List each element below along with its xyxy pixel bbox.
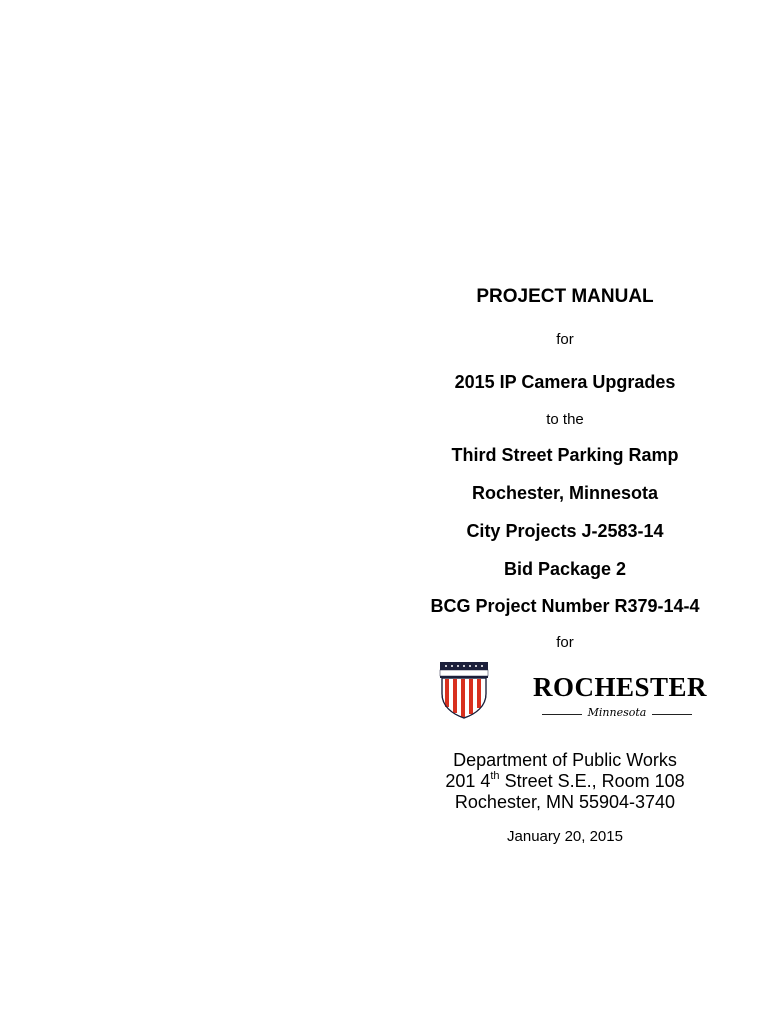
street-address (400, 771, 730, 792)
minnesota-script-text: Minnesota (587, 706, 647, 719)
document-title: PROJECT MANUAL (476, 286, 654, 307)
document-date: January 20, 2015 (507, 828, 623, 845)
rochester-wordmark: ROCHESTER (533, 672, 708, 702)
street-number: 201 4 (445, 771, 491, 791)
city-projects: City Projects J-2583-14 (466, 521, 664, 541)
all-america-city-shield-logo (438, 660, 490, 720)
facility-name: Third Street Parking Ramp (451, 445, 679, 465)
for-text-1: for (556, 331, 574, 348)
department-name: Department of Public Works (453, 750, 677, 770)
project-name: 2015 IP Camera Upgrades (454, 372, 676, 392)
bcg-project-number: BCG Project Number R379-14-4 (430, 596, 700, 616)
location: Rochester, Minnesota (471, 483, 659, 503)
street-suffix: th (490, 770, 500, 782)
logo-row (438, 660, 718, 726)
for-text-2: for (556, 634, 574, 651)
city-state-zip: Rochester, MN 55904-3740 (454, 792, 676, 812)
to-the-text: to the (546, 411, 584, 428)
minnesota-script (542, 706, 692, 722)
street-rest: Street S.E., Room 108 (499, 771, 685, 791)
bid-package: Bid Package 2 (503, 559, 627, 579)
